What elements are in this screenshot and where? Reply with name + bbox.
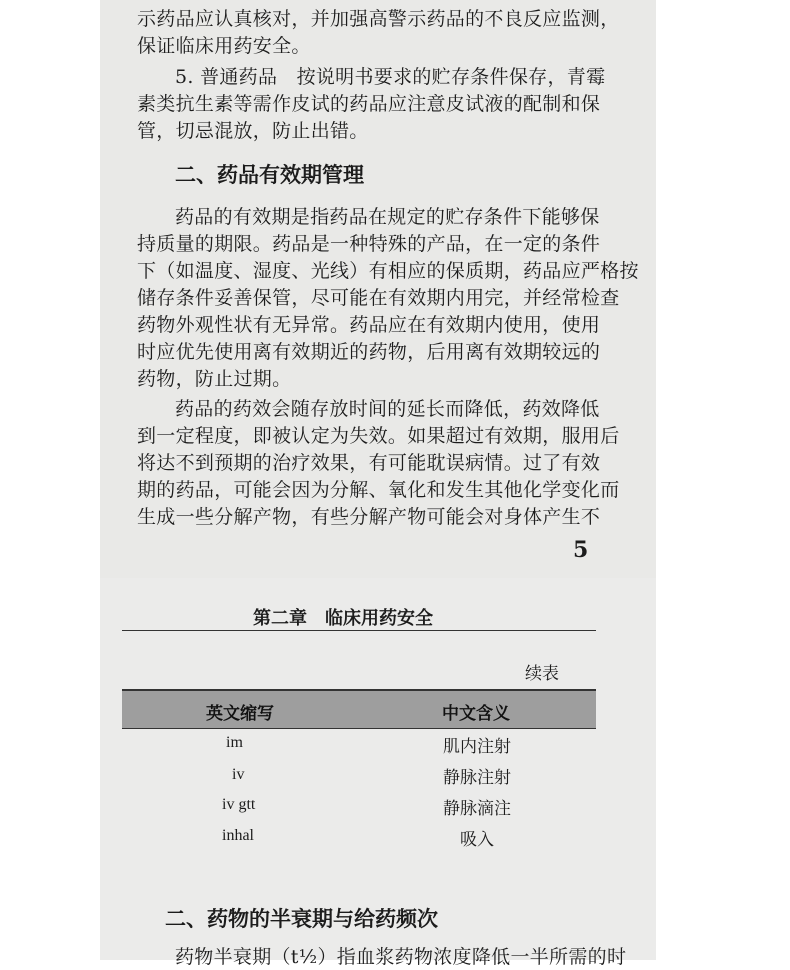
text-line: 到一定程度，即被认定为失效。如果超过有效期，服用后 [137, 425, 620, 447]
chapter-header: 第二章 临床用药安全 [253, 608, 433, 629]
text-line: 保证临床用药安全。 [137, 35, 311, 57]
table-cell-meaning: 静脉注射 [443, 768, 511, 788]
text-line-partial: 药物半衰期（t½）指血浆药物浓度降低一半所需的时 [175, 946, 627, 968]
text-line: 素类抗生素等需作皮试的药品应注意皮试液的配制和保 [137, 93, 601, 115]
continued-label: 续表 [525, 664, 559, 684]
table-cell-meaning: 肌内注射 [443, 737, 511, 757]
table-cell-meaning: 静脉滴注 [443, 799, 511, 819]
text-line: 管，切忌混放，防止出错。 [137, 120, 369, 142]
table-cell-abbr: inhal [222, 827, 254, 844]
page-number: 5 [573, 537, 589, 563]
text-line: 药品的药效会随存放时间的延长而降低，药效降低 [175, 398, 600, 420]
text-line: 下（如温度、湿度、光线）有相应的保质期，药品应严格按 [137, 260, 639, 282]
header-rule [122, 630, 596, 631]
text-line: 储存条件妥善保管，尽可能在有效期内用完，并经常检查 [137, 287, 620, 309]
text-line: 药物，防止过期。 [137, 368, 292, 390]
table-cell-abbr: iv gtt [222, 796, 256, 813]
text-line: 持质量的期限。药品是一种特殊的产品，在一定的条件 [137, 233, 601, 255]
table-cell-meaning: 吸入 [460, 830, 494, 850]
column-header-abbr: 英文缩写 [206, 704, 274, 724]
text-line: 时应优先使用离有效期近的药物，后用离有效期较远的 [137, 341, 601, 363]
text-line: 5. 普通药品 按说明书要求的贮存条件保存，青霉 [175, 66, 606, 88]
text-line: 生成一些分解产物，有些分解产物可能会对身体产生不 [137, 506, 601, 528]
text-line: 药物外观性状有无异常。药品应在有效期内使用，使用 [137, 314, 601, 336]
text-line: 示药品应认真核对，并加强高警示药品的不良反应监测， [137, 8, 620, 30]
table-header [122, 689, 596, 729]
table-cell-abbr: im [226, 734, 243, 751]
section-heading: 二、药品有效期管理 [175, 163, 364, 187]
table-cell-abbr: iv [232, 766, 245, 783]
text-line: 药品的有效期是指药品在规定的贮存条件下能够保 [175, 206, 600, 228]
column-header-meaning: 中文含义 [442, 704, 510, 724]
text-line: 期的药品，可能会因为分解、氧化和发生其他化学变化而 [137, 479, 620, 501]
text-line: 将达不到预期的治疗效果，有可能耽误病情。过了有效 [137, 452, 601, 474]
section-heading-bottom: 二、药物的半衰期与给药频次 [165, 907, 438, 931]
